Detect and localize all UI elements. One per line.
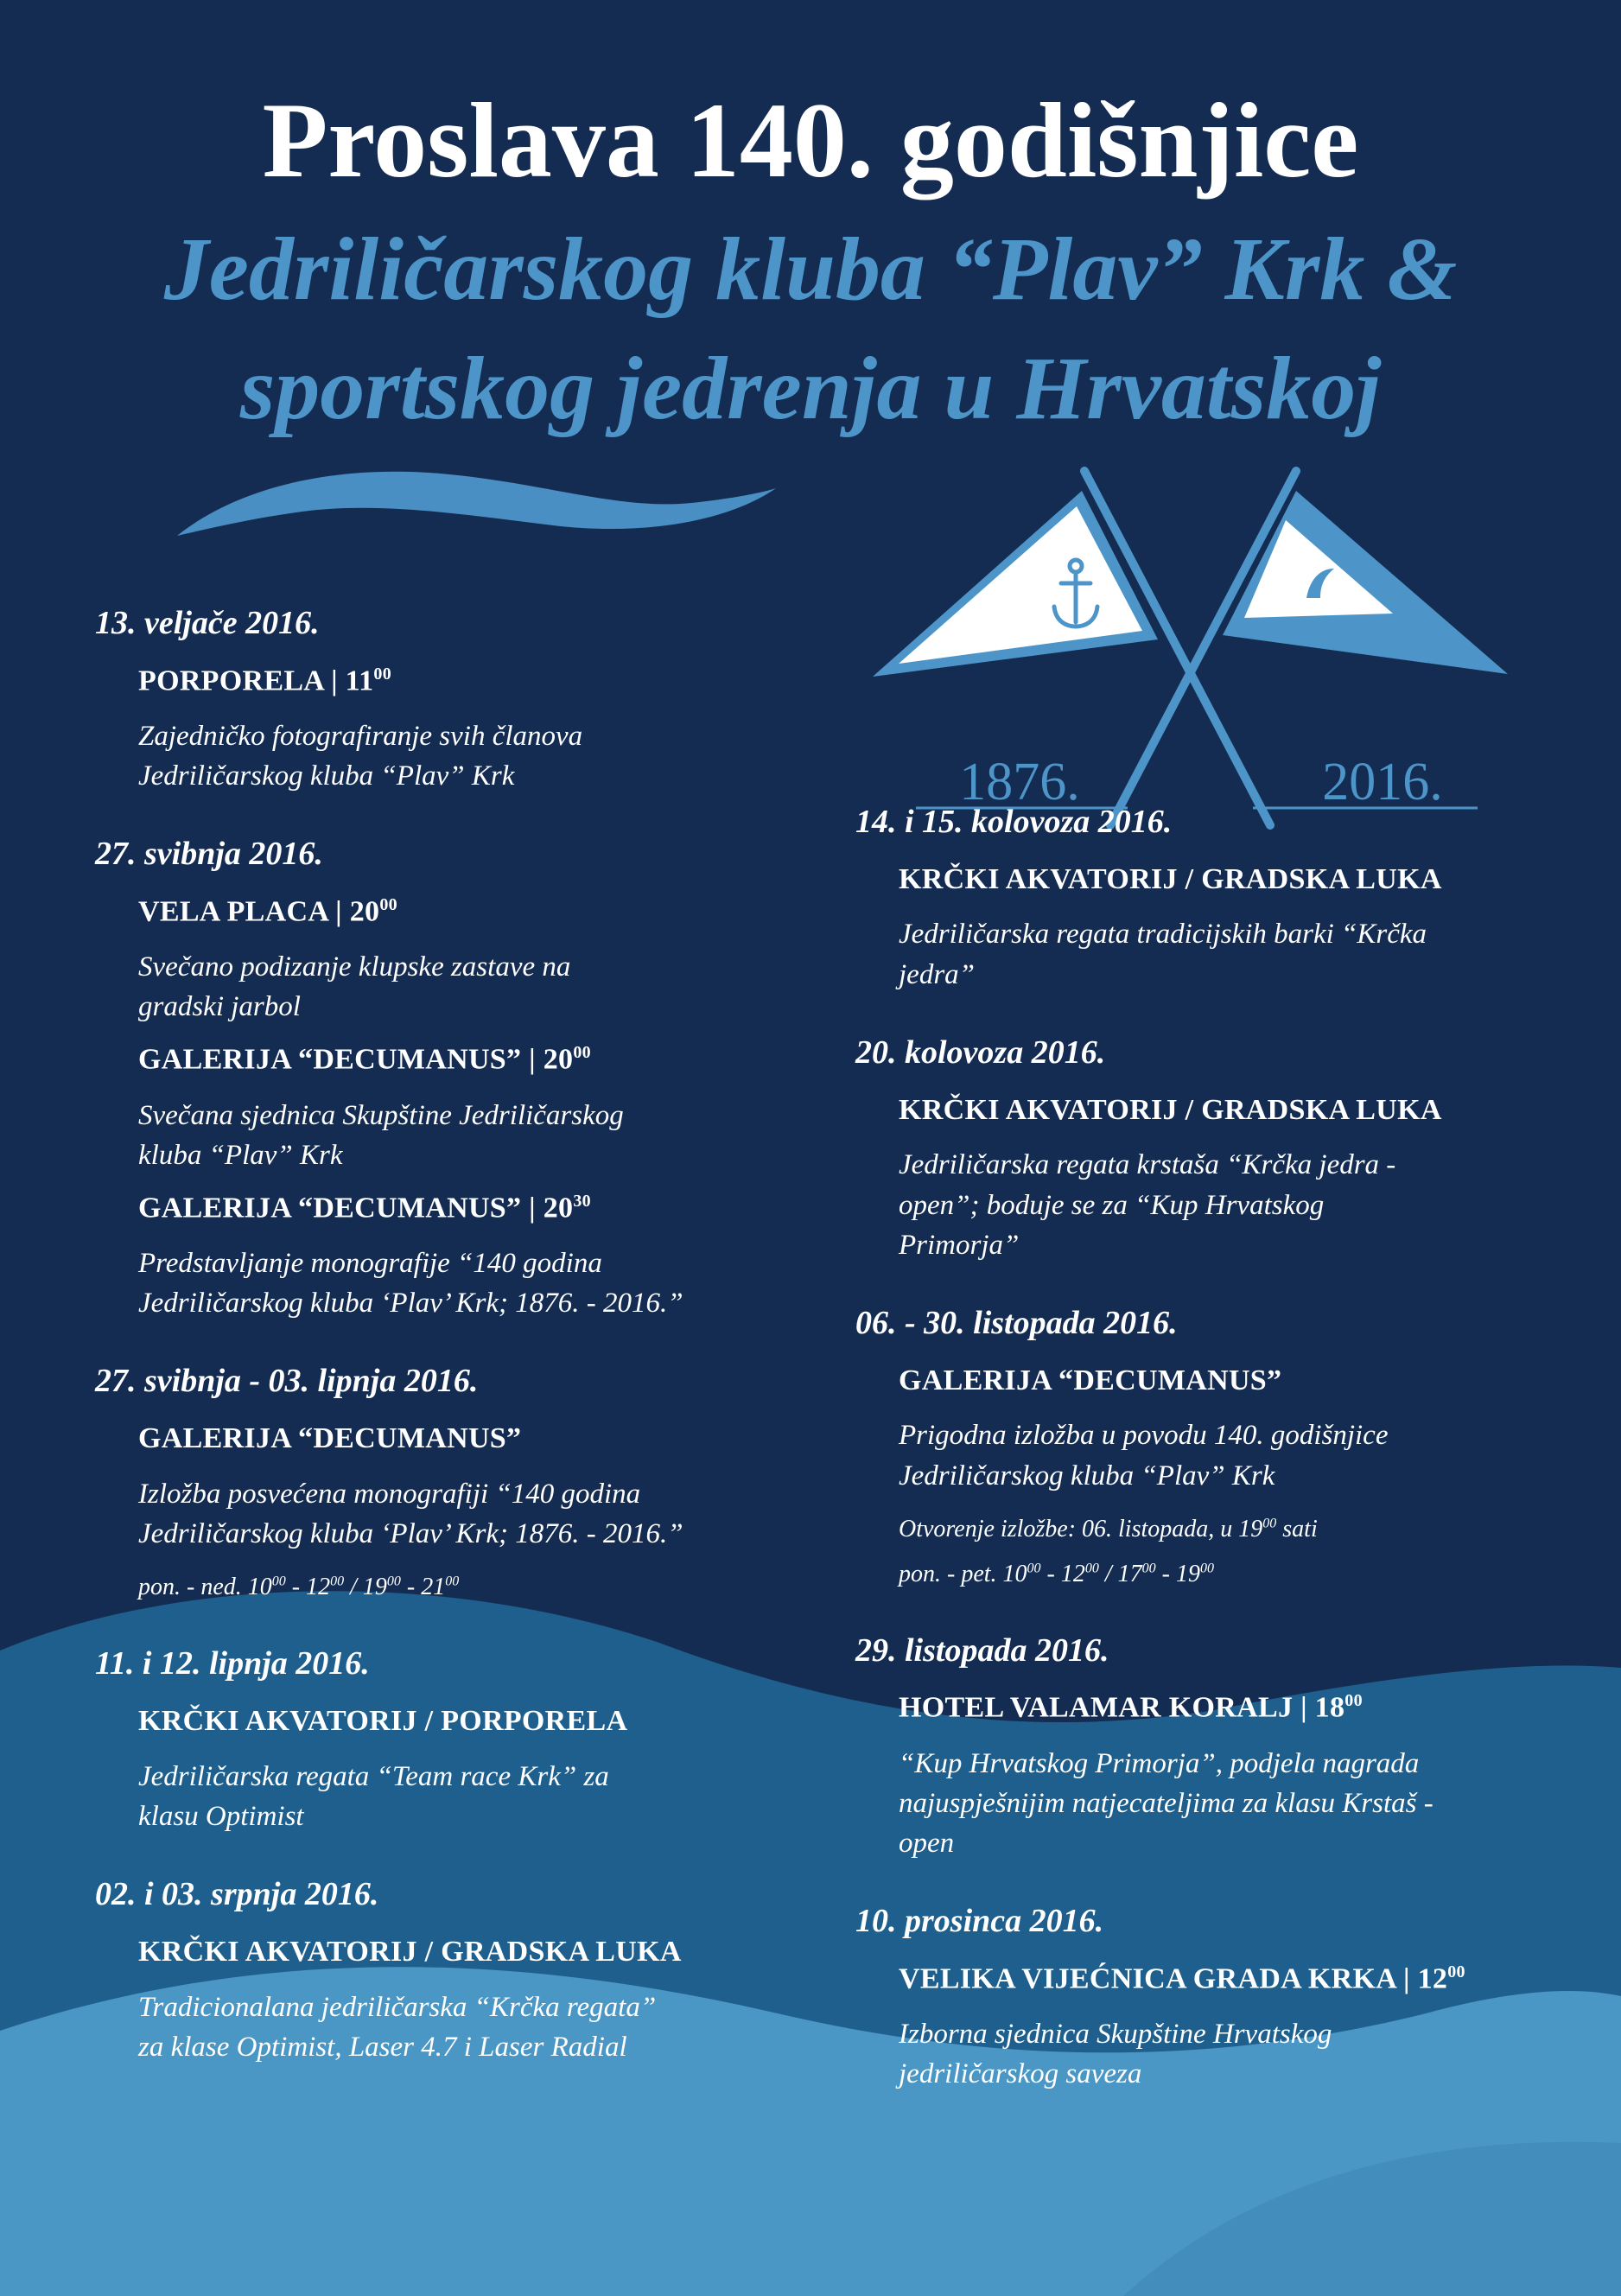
event-session [138,1042,786,1175]
event-venue [138,894,786,930]
event-date: 10. prosinca 2016. [855,1903,1104,1940]
club-emblem [864,458,1521,830]
venue-label: GALERIJA “DECUMANUS” [138,1422,522,1455]
event-block [95,605,786,796]
hours-text: Otvorenje izložbe: 06. listopada, u 19 [899,1515,1263,1542]
event-block [95,1645,786,1836]
hours-text: - 12 [285,1574,331,1601]
hours-line [138,1569,786,1606]
hours-minutes: 00 [445,1574,460,1589]
hours-minutes: 00 [1262,1516,1277,1531]
venue-label: GALERIJA “DECUMANUS” [899,1364,1282,1396]
hours-text: - 19 [1155,1560,1200,1587]
hours-minutes: 00 [386,1574,401,1589]
event-block [95,1876,786,2067]
hours-text: sati [1276,1515,1318,1542]
venue-label: HOTEL VALAMAR KORALJ | 18 [899,1691,1345,1724]
event-venue [899,1093,1573,1129]
event-venue [138,1935,786,1970]
event-date: 14. i 15. kolovoza 2016. [855,804,1173,840]
event-description: Izborna sjednica Skupštine Hrvatskog jedriličarskog saveza [899,2018,1332,2090]
event-date: 29. listopada 2016. [855,1631,1109,1669]
event-session [138,664,786,797]
hours-minutes: 00 [1199,1561,1214,1576]
hours-minutes: 00 [1141,1561,1156,1576]
event-block [95,1363,786,1606]
event-session [899,1962,1573,2095]
hours-minutes: 00 [330,1574,345,1589]
event-venue [138,1191,786,1226]
event-description: Jedriličarska regata “Team race Krk” za klasu Optimist [138,1760,609,1832]
hours-text: - 12 [1040,1560,1085,1587]
venue-time-minutes: 00 [1447,1962,1465,1981]
venue-label: PORPORELA | 11 [138,665,374,697]
venue-label: VELA PLACA | 20 [138,895,380,928]
event-venue [899,1364,1573,1399]
year-start: 1876. [959,753,1080,811]
event-block [855,804,1573,995]
right-event-column [855,804,1573,2134]
opening-hours [138,1569,786,1606]
event-date: 06. - 30. listopada 2016. [855,1304,1178,1341]
event-description: Jedriličarska regata tradicijskih barki “Krčka jedra” [899,919,1427,990]
event-block [855,1034,1573,1265]
right-flag-pole [1110,471,1296,825]
venue-label: KRČKI AKVATORIJ / GRADSKA LUKA [899,1093,1442,1126]
event-session [138,894,786,1027]
event-date: 02. i 03. srpnja 2016. [95,1876,379,1913]
hours-minutes: 00 [1084,1561,1099,1576]
page-title: Proslava 140. godišnjice [262,81,1359,200]
event-date: 20. kolovoza 2016. [855,1034,1106,1071]
event-date: 27. svibnja 2016. [95,836,323,873]
event-description: Svečano podizanje klupske zastave na gradski jarbol [138,951,571,1023]
opening-hours [899,1511,1573,1593]
event-block [95,836,786,1323]
event-description: “Kup Hrvatskog Primorja”, podjela nagrada najuspješnijim natjecateljima za klasu Krstaš - open [899,1747,1433,1859]
event-block [855,1632,1573,1863]
venue-time-minutes: 00 [373,664,391,684]
event-block [855,1903,1573,2094]
hours-text: pon. - pet. 10 [899,1560,1027,1587]
venue-time-minutes: 00 [1344,1691,1363,1711]
year-end: 2016. [1322,753,1443,811]
event-venue [138,664,786,699]
hours-minutes: 00 [271,1574,286,1589]
event-session [899,1364,1573,1593]
venue-label: VELIKA VIJEĆNICA GRADA KRKA | 12 [899,1962,1448,1995]
subtitle-line-1: Jedriličarskog kluba “Plav” Krk & [163,219,1458,319]
event-session [138,1704,786,1836]
event-date: 13. veljače 2016. [95,605,320,641]
venue-time-minutes: 30 [573,1191,591,1211]
venue-label: KRČKI AKVATORIJ / PORPORELA [138,1704,628,1737]
hours-text: pon. - ned. 10 [138,1574,272,1601]
event-venue [138,1704,786,1739]
event-session [138,1191,786,1324]
event-session [899,1093,1573,1265]
hours-text: / 19 [344,1574,387,1601]
event-description: Predstavljanje monografije “140 godina Jedriličarskog kluba ‘Plav’ Krk; 1876. - 2016.” [138,1248,683,1320]
event-session [138,1935,786,2067]
event-venue [138,1042,786,1078]
hours-minutes: 00 [1027,1561,1041,1576]
venue-label: GALERIJA “DECUMANUS” | 20 [138,1043,574,1076]
hours-line [899,1556,1573,1593]
event-description: Tradicionalana jedriličarska “Krčka regata” za klase Optimist, Laser 4.7 i Laser Radial [138,1991,657,2063]
left-event-column [95,605,786,2107]
event-date: 11. i 12. lipnja 2016. [95,1645,370,1682]
event-description: Svečana sjednica Skupštine Jedriličarskog kluba “Plav” Krk [138,1099,624,1171]
subtitle-line-2: sportskog jedrenja u Hrvatskoj [239,339,1382,438]
event-venue [899,1690,1573,1726]
event-venue [138,1421,786,1457]
event-description: Jedriličarska regata krstaša “Krčka jedra - open”; boduje se za “Kup Hrvatskog Primorja” [899,1149,1396,1261]
event-session [899,862,1573,995]
venue-label: KRČKI AKVATORIJ / GRADSKA LUKA [138,1935,682,1968]
hours-line [899,1511,1573,1548]
left-flag-pole [1084,471,1270,825]
event-date: 27. svibnja - 03. lipnja 2016. [95,1363,479,1400]
event-description: Zajedničko fotografiranje svih članova Jedriličarskog kluba “Plav” Krk [138,720,583,792]
event-description: Prigodna izložba u povodu 140. godišnjice Jedriličarskog kluba “Plav” Krk [899,1420,1389,1491]
event-venue [899,862,1573,898]
venue-time-minutes: 00 [379,894,397,914]
venue-label: GALERIJA “DECUMANUS” | 20 [138,1192,574,1224]
hours-text: / 17 [1098,1560,1142,1587]
event-session [138,1421,786,1606]
venue-time-minutes: 00 [573,1043,591,1063]
event-session [899,1690,1573,1863]
event-block [855,1305,1573,1593]
wave-swoosh-decoration [173,449,778,544]
hours-text: - 21 [400,1574,446,1601]
venue-label: KRČKI AKVATORIJ / GRADSKA LUKA [899,862,1442,895]
club-logo-icon [1296,562,1344,610]
event-venue [899,1962,1573,1997]
event-description: Izložba posvećena monografiji “140 godina Jedriličarskog kluba ‘Plav’ Krk; 1876. - 2016.” [138,1478,683,1550]
